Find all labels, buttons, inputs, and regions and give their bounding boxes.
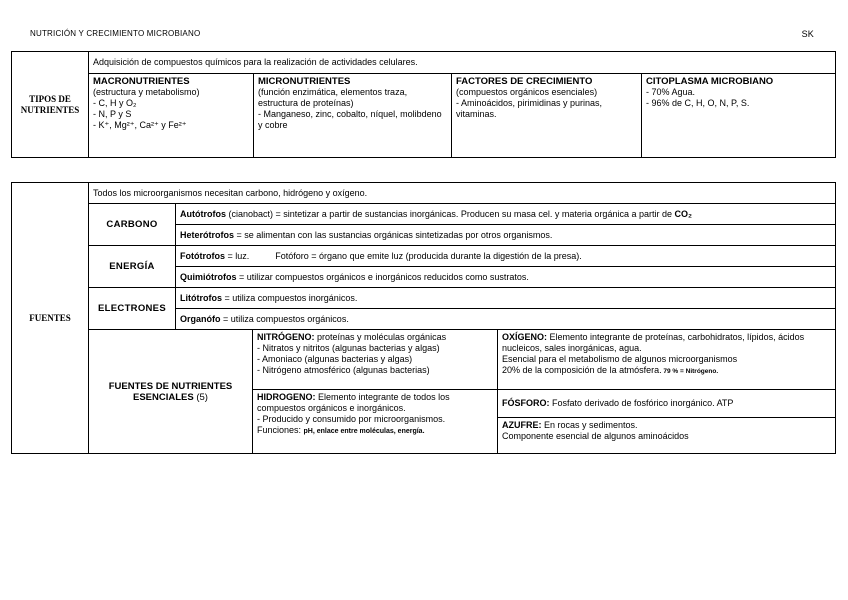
sources-label: FUENTES — [12, 183, 89, 454]
phosphorus-cell: FÓSFORO: Fosfato derivado de fosfórico inorgánico. ATP — [498, 390, 836, 418]
organotrophs-row: Organófo = utiliza compuestos orgánicos. — [176, 309, 836, 330]
nutrient-types-label: TIPOS DE NUTRIENTES — [12, 52, 89, 158]
heterotrophs-row: Heterótrofos = se alimentan con las sustancias orgánicas sintetizadas por otros organismos. — [176, 225, 836, 246]
oxygen-cell: OXÍGENO: Elemento integrante de proteínas, carbohidratos, lípidos, ácidos nucleicos, sales inorgánicas, agua. Esencial para el metabolismo de algunos microorganismos 20% de la composición de la atmósfera. 79 % = Nitrógeno. — [498, 330, 836, 390]
lithotrophs-row: Litótrofos = utiliza compuestos inorgánicos. — [176, 288, 836, 309]
cytoplasm-cell: CITOPLASMA MICROBIANO - 70% Agua. - 96% de C, H, O, N, P, S. — [642, 74, 836, 158]
sources-table — [11, 182, 836, 454]
nutrient-types-table — [11, 51, 836, 158]
micronutrients-cell: MICRONUTRIENTES (función enzimática, elementos traza, estructura de proteínas) - Manganeso, zinc, cobalto, níquel, molibdeno y cobre — [254, 74, 452, 158]
macronutrients-cell: MACRONUTRIENTES (estructura y metabolismo) - C, H y O₂ - N, P y S - K⁺, Mg²⁺, Ca²⁺ y Fe²⁺ — [89, 74, 254, 158]
macronutrients-title: MACRONUTRIENTES — [93, 76, 190, 87]
sources-intro: Todos los microorganismos necesitan carbono, hidrógeno y oxígeno. — [89, 183, 836, 204]
growth-factors-cell: FACTORES DE CRECIMIENTO (compuestos orgánicos esenciales) - Aminoácidos, pirimidinas y purinas, vitaminas. — [452, 74, 642, 158]
chemotrophs-row: Quimiótrofos = utilizar compuestos orgánicos e inorgánicos reducidos como sustratos. — [176, 267, 836, 288]
cytoplasm-title: CITOPLASMA MICROBIANO — [646, 76, 774, 87]
page-title: NUTRICIÓN Y CRECIMIENTO MICROBIANO — [30, 29, 201, 38]
hydrogen-cell: HIDROGENO: Elemento integrante de todos los compuestos orgánicos e inorgánicos. - Producido y consumido por microorganismos. Funciones: pH, enlace entre moléculas, energía. — [253, 390, 498, 454]
growth-factors-title: FACTORES DE CRECIMIENTO — [456, 76, 593, 87]
autotrophs-row: Autótrofos (cianobact) = sintetizar a partir de sustancias inorgánicas. Producen su masa cel. y materia orgánica a partir de CO₂ — [176, 204, 836, 225]
phototrophs-row: Fotótrofos = luz. Fotóforo = órgano que emite luz (producida durante la digestión de la presa). — [176, 246, 836, 267]
essential-nutrients-label: FUENTES DE NUTRIENTES ESENCIALES (5) — [89, 330, 253, 454]
energy-label: ENERGÍA — [89, 246, 176, 288]
electrons-label: ELECTRONES — [89, 288, 176, 330]
carbon-label: CARBONO — [89, 204, 176, 246]
nutrient-types-intro: Adquisición de compuestos químicos para la realización de actividades celulares. — [89, 52, 836, 74]
micronutrients-title: MICRONUTRIENTES — [258, 76, 351, 87]
author-initials: SK — [801, 29, 814, 39]
sulfur-cell: AZUFRE: En rocas y sedimentos. Componente esencial de algunos aminoácidos — [498, 418, 836, 454]
nitrogen-cell: NITRÓGENO: proteínas y moléculas orgánicas - Nitratos y nitritos (algunas bacterias y algas) - Amoniaco (algunas bacterias y algas) - Nitrógeno atmosférico (algunas bacterias) — [253, 330, 498, 390]
